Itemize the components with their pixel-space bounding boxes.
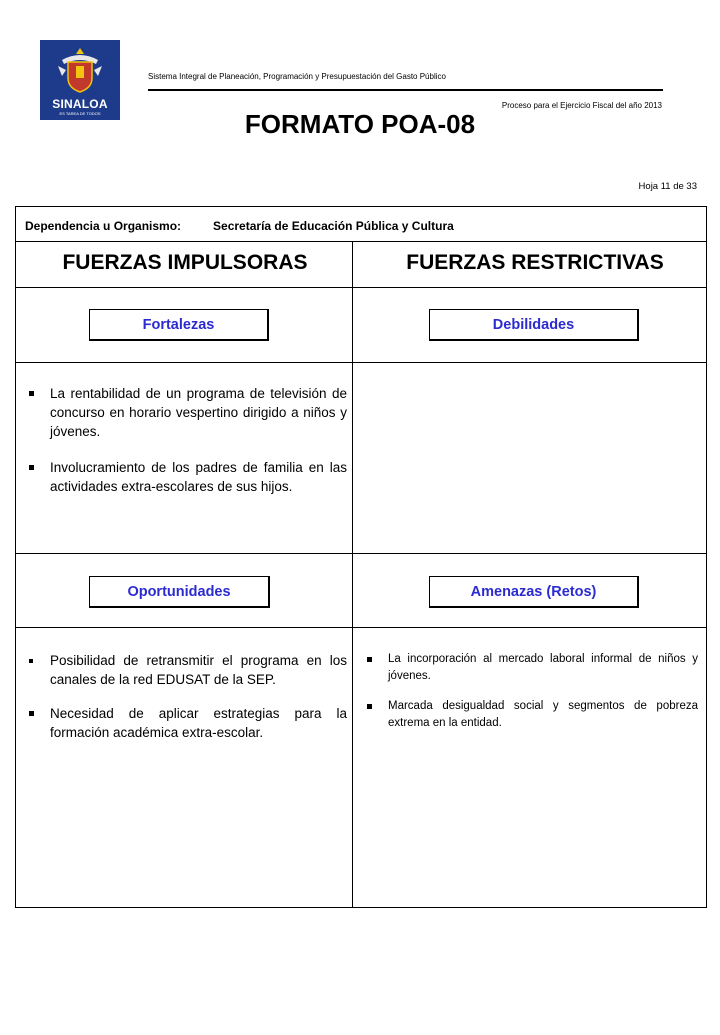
logo-tagline: ES TAREA DE TODOS — [59, 111, 101, 116]
row-divider — [15, 241, 707, 242]
list-item: Posibilidad de retransmitir el programa en los canales de la red EDUSAT de la SEP. — [25, 651, 347, 689]
row-divider — [15, 287, 707, 288]
page-number: Hoja 11 de 33 — [638, 181, 697, 192]
list-item: Involucramiento de los padres de familia en las actividades extra-escolares de sus hijos. — [25, 458, 347, 496]
amenazas-list — [363, 651, 698, 732]
row-divider — [15, 553, 707, 554]
dependency-value: Secretaría de Educación Pública y Cultura — [213, 219, 454, 233]
system-title: Sistema Integral de Planeación, Programación y Presupuestación del Gasto Público — [148, 72, 446, 81]
coat-of-arms-icon — [40, 46, 120, 94]
list-item: La incorporación al mercado laboral informal de niños y jóvenes. — [363, 651, 698, 685]
list-item: Necesidad de aplicar estrategias para la formación académica extra-escolar. — [25, 704, 347, 742]
list-item: Marcada desigualdad social y segmentos de pobreza extrema en la entidad. — [363, 698, 698, 732]
dependency-row — [25, 219, 454, 233]
label-fortalezas: Fortalezas — [89, 309, 269, 341]
form-title: FORMATO POA-08 — [244, 109, 476, 139]
heading-fuerzas-restrictivas: FUERZAS RESTRICTIVAS — [406, 251, 664, 274]
fortalezas-list — [25, 384, 347, 496]
logo-text: SINALOA — [52, 97, 108, 111]
label-oportunidades: Oportunidades — [89, 576, 270, 608]
label-debilidades: Debilidades — [429, 309, 639, 341]
row-divider — [15, 362, 707, 363]
heading-fuerzas-impulsoras: FUERZAS IMPULSORAS — [62, 251, 308, 274]
dependency-label: Dependencia u Organismo: — [25, 219, 182, 233]
sinaloa-logo — [40, 40, 120, 120]
header-divider — [148, 89, 663, 91]
process-title: Proceso para el Ejercicio Fiscal del año 2013 — [501, 101, 662, 110]
label-amenazas: Amenazas (Retos) — [429, 576, 639, 608]
list-item: La rentabilidad de un programa de televisión de concurso en horario vespertino dirigido a niños y jóvenes. — [25, 384, 347, 441]
oportunidades-list — [25, 651, 347, 742]
row-divider — [15, 627, 707, 628]
column-divider — [352, 241, 353, 907]
